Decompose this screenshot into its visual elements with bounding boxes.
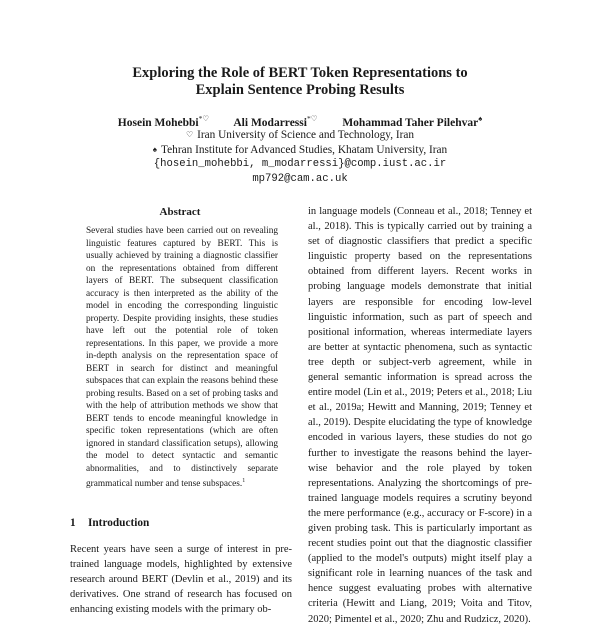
affiliation <box>0 129 600 141</box>
intro-paragraph-left: Recent years have seen a surge of interest in pre-trained language models, highlighted by extensive research around BERT (Devlin et al., 2019) and its derivatives. One strand of research has focused on enhancing existing models with the primary ob- <box>70 544 292 615</box>
paper-title-line-1: Exploring the Role of BERT Token Representations to <box>132 65 468 81</box>
abstract-text: Several studies have been carried out on revealing linguistic features captured by BERT. This is usually achieved by training a diagnostic classifier on the representations obtained from different layers of BERT. The subsequent classification accuracy is then interpreted as the ability of the model in encoding the corresponding linguistic property. Despite providing insights, these studies have left out the potential role of token representations. In this paper, we provide a more in-depth analysis on the representation space of BERT in search for distinct and meaningful subspaces that can explain the reasons behind these probing results. Based on a set of probing tasks and with the help of attribution methods we show that BERT tends to encode meaningful knowledge in specific token representations (which are often ignored in standard classification setups), allowing the model to detect syntactic and semantic abnormalities, and to distinctively separate grammatical number and tense subspaces. <box>86 226 278 490</box>
author-name: Hosein Mohebbi <box>117 116 199 129</box>
intro-paragraph-right: in language models (Conneau et al., 2018; Tenney et al., 2018). This is typically carried out by training a set of diagnostic classifiers that predict a specific linguistic property based on the representations obtained from different layers. Recent works in probing language models demonstrate that initial layers are responsible for encoding low-level linguistic information, such as part of speech and positional information, whereas intermediate layers are better at syntactic phenomena, such as syntactic tree depth or subject-verb agreement, while in general semantic information is spread across the entire model (Lin et al., 2019; Peters et al., 2018; Liu et al., 2019a; Hewitt and Manning, 2019; Tenney et al., 2019). Despite elucidating the type of knowledge encoded in various layers, these studies do not go further to investigate the reasons behind the layer-wise behavior and the role played by token representations. Analyzing the shortcomings of pre-trained language models requires a scrutiny beyond the mere performance (e.g., accuracy or F-score) in a given probing task. This is particularly important as recent studies point out that the diagnostic classifier (applied to the model's outputs) might itself play a significant role in learning nuances of the task and hence suggest evaluating probes with alternative criteria (Hewitt and Liang, 2019; Voita and Titov, 2020; Pimentel et al., 2020; Zhu and Rudzicz, 2020). <box>308 206 532 625</box>
author-name: Mohammad Taher Pilehvar <box>342 116 479 129</box>
affiliation-text: Tehran Institute for Advanced Studies, Khatam University, Iran <box>161 144 448 156</box>
author-mark: *♡ <box>198 114 210 123</box>
section-title: Introduction <box>88 517 150 529</box>
abstract-body <box>86 225 278 491</box>
author-list <box>0 114 600 129</box>
affiliation <box>0 144 600 156</box>
author-mark: *♡ <box>306 114 318 123</box>
heart-icon: ♡ <box>185 130 194 139</box>
affiliation-text: Iran University of Science and Technology, Iran <box>197 129 415 141</box>
author-mark: ♠ <box>478 114 483 123</box>
author-email: mp792@cam.ac.uk <box>252 173 348 185</box>
paper-title-line-2: Explain Sentence Probing Results <box>195 82 405 98</box>
author-email: {hosein_mohebbi, m_modarressi}@comp.iust.ac.ir <box>153 158 447 170</box>
author-name: Ali Modarressi <box>233 116 307 129</box>
spade-icon: ♠ <box>152 145 158 154</box>
footnote-mark: 1 <box>242 478 246 484</box>
section-heading <box>70 517 149 529</box>
abstract-heading: Abstract <box>159 206 201 218</box>
section-number: 1 <box>70 517 76 529</box>
